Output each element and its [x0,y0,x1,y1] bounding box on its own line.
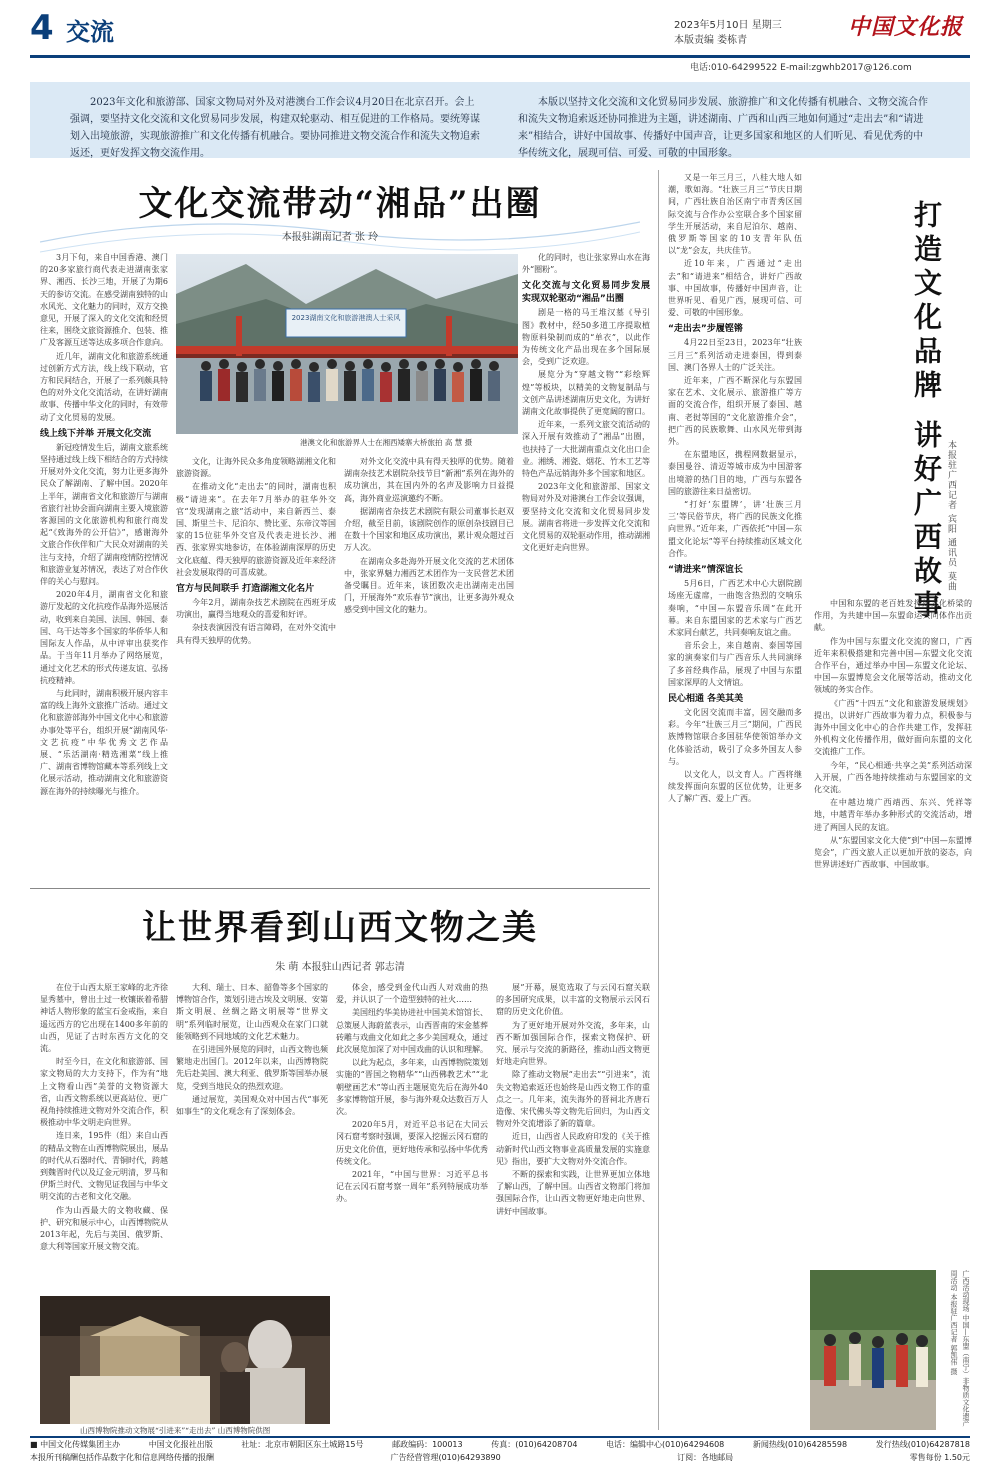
article2-col4 [496,982,650,1422]
article3-subhead3: 民心相通 各美其美 [668,693,744,704]
paragraph: 2021年，“中国与世界：习近平总书记在云冈石窟考察一周年”系列特展成功举办。 [336,1170,488,1204]
paragraph: 在东盟地区，携程网数据显示，泰国曼谷、清迈等城市成为中国游客出境游的热门目的地，广西与东盟各国的旅游往来日益密切。 [668,450,802,496]
article2-photo-caption: 山西博物院推动文物展“引进来”“走出去” 山西博物院供图 [80,1426,271,1435]
paragraph: 作为山西最大的文物收藏、保护、研究和展示中心，山西博物院从2013年起，先后与美国、俄罗斯、意大利等国家开展文物交流。 [40,1205,168,1252]
footer-org: ■ 中国文化传媒集团主办 [30,1440,121,1449]
paragraph: 作为中国与东盟文化交流的窗口，广西近年来积极搭建和完善中国—东盟文化交流合作平台，通过举办中国—东盟文化论坛、中国—东盟博览会文化展等活动，推动文化领域的务实合作。 [814,636,972,695]
date-block [674,18,844,48]
paragraph: 近日，山西省人民政府印发的《关于推动新时代山西文物事业高质量发展的实施意见》指出，要扩大文物对外交流合作。 [496,1132,650,1166]
article3-col1 [668,172,802,1262]
article3-subhead1: “走出去”步履铿锵 [668,324,743,335]
article1-col4 [522,252,650,882]
editor-line: 本版责编 娄栋青 [674,35,748,46]
article3-title: 打造文化品牌 讲好广西故事 [910,200,943,624]
paragraph: 在引进国外展览的同时，山西文物也频繁地走出国门。2012年以来，山西博物院先后赴美国、澳大利亚、俄罗斯等国举办展览，受到当地民众的热烈欢迎。 [176,1045,328,1091]
dance-photo-image [810,1270,936,1430]
paragraph: 与此同时，湖南积极开展内容丰富的线上海外文旅推广活动。通过文化和旅游部海外中国文化中心和旅游办事处等平台，组织开展“湖南风华·文艺抗疫”中华优秀文艺作品展、“乐活湖南·精选湘菜”线上推广、湖南省博物馆藏本等系列线上文化展示活动，推动湖南文化和旅游资源在海外的持续曝光与推介。 [40,688,168,796]
footer-edit-phone: 电话：编辑中心(010)64294608 [606,1440,725,1449]
article1-byline: 本报驻湖南记者 张 玲 [281,232,379,243]
article3-photo [810,1270,936,1430]
article2-col2 [176,982,328,1292]
paragraph: 以此为起点，多年来，山西博物院策划实施的“晋国之物精华”“山西佛教艺术”“北朝壁画艺术”等山西主题展览先后在海外40多家博物馆开展，参与海外观众达数百万人次。 [336,1058,488,1117]
footer-ad: 广告经营管理(010)64293890 [390,1453,501,1462]
paragraph: 5月6日，广西艺术中心大剧院剧场座无虚席，一曲饱含热烈的交响乐奏响，“中国—东盟音乐周”在此开幕。来自东盟国家的艺术家与广西艺术家同台献艺，共同奏响友谊之曲。 [668,579,802,637]
article3-col2 [814,598,972,1258]
paragraph: 《广西“十四五”文化和旅游发展规划》提出，以讲好广西故事为着力点，积极参与海外中国文化中心的合作共建工作，发挥驻外机构文化传播作用，做好面向东盟的文化交流推广工作。 [814,698,972,757]
article2-photo [40,1296,330,1424]
intro-right: 本版以坚持文化交流和文化贸易同步发展、旅游推广和文化传播有机融合、文物交流合作和流失文物追索返还协同推进为主题，讲述湖南、广西和山西三地如何通过“走出去”和“请进来”相结合，讲好中国故事、传播好中国声音，让更多国家和地区的人们听见、看见优秀的中华传统文化，展现可信、可爱、可敬的中国形象。 [518,97,928,159]
footer-row2 [30,1451,970,1463]
intro-left: 2023年文化和旅游部、国家文物局对外及对港澳台工作会议4月20日在北京召开。会上强调，要坚持文化交流和文化贸易同步发展，构建双轮驱动、相互促进的工作格局。要统筹谋划入出境旅游，实现旅游推广和文化传播有机融合。要协同推进文物交流合作和流失文物追索返还，更好发挥文物交流作用。 [70,97,480,159]
paragraph: 2020年4月，湖南省文化和旅游厅发起的文化抗疫作品海外巡展活动，收到来自美国、法国、韩国、泰国、乌干达等多个国家的华侨华人和国际友人作品，从中评审出获奖作品。于当年11月举办了网络展览，通过文化艺术的形式传递友谊、弘扬抗疫精神。 [40,590,168,685]
column-divider [658,170,659,1430]
museum-photo-image [40,1296,330,1424]
paragraph: 新冠疫情发生后，湖南文旅系统坚持通过线上线下相结合的方式持续开展对外文化交流，努力让更多海外民众了解湖南、了解中国。2020年上半年，湖南省文化和旅游厅与湖南省旅行社协会面向湖南主要入境旅游客源国的文化旅游机构和旅行商发起“《致海外的公开信》”，感谢海外文旅合作伙伴和广大民众对湖南的关注与支持，介绍了湖南疫情防控情况和旅游业复苏情况，表达了对合作伙伴的关心与慰问。 [40,442,168,587]
paragraph: 今年，“民心相通·共享之美”系列活动深入开展，广西各地持续推动与东盟国家的文化交流。 [814,760,972,795]
intro-box [30,82,970,158]
paragraph: 杂技表演因没有语言障碍，在对外交流中具有得天独厚的优势。 [176,623,336,645]
paragraph: 以文化人，以文育人。广西将继续发挥面向东盟的区位优势，让更多人了解广西、爱上广西。 [668,769,802,804]
paragraph: 展”开幕，展览选取了与云冈石窟关联的多国研究成果，以丰富的文物展示云冈石窟的历史文化价值。 [496,983,650,1017]
article3-subhead2: “请进来”情深谊长 [668,565,743,576]
page-header [0,0,1000,80]
paragraph: 不断的探索和实践，让世界更加立体地了解山西，了解中国。山西省文物部门将加强国际合作，让山西文物更好地走向世界、讲好中国故事。 [496,1170,650,1216]
article3-photo-caption: 广西活动现场 中国—东盟（南宁）非物质文化遗产周活动 本报驻广西记者 郭凯伟 摄 [950,1270,970,1427]
footer-fax: 传真：(010)64208704 [491,1440,578,1449]
article2-title: 让世界看到山西文物之美 [142,908,538,948]
paragraph: 近年来，一系列文旅交流活动的深入开展有效推动了“湘品”出圈，也扶持了一大批湖南重点文化出口企业。湘绣、湘瓷、烟花、竹木工艺等特色产品远销海外多个国家和地区。 [522,420,650,479]
paragraph: 展览分为“穿越文物”“彩绘辉煌”等板块，以精美的文物复制品与文创产品讲述湖南历史文化，为讲好湖南文化故事提供了更宽阔的窗口。 [522,370,650,417]
article1-subhead3: 文化交流与文化贸易同步发展 实现双轮驱动“湘品”出圈 [522,281,650,305]
article2-byline: 朱 萌 本报驻山西记者 郭志清 [275,962,405,973]
paragraph: 在中越边境广西靖西、东兴、凭祥等地，中越青年举办多种形式的交流活动，增进了两国人民的友谊。 [814,798,972,832]
article1-title: 文化交流带动“湘品”出圈 [138,184,542,224]
section-title: 交流 [66,17,114,46]
article3-byline: 本报驻广西记者 宾阳 通讯员 莫曲 [946,440,956,592]
paragraph: 化的同时，也让张家界山水在海外“圈粉”。 [522,253,650,275]
paragraph: “打好‘东盟牌’，讲‘壮族三月三’等民俗节庆，将广西的民族文化推向世界。”近年来，广西依托“中国—东盟文化论坛”等平台持续推动区域文化合作。 [668,500,802,558]
paragraph: 为了更好地开展对外交流，多年来，山西不断加强国际合作，探索文物保护、研究、展示与交流的新路径，推动山西文物更好地走向世界。 [496,1020,650,1067]
paragraph: 在湖南众多赴海外开展文化交流的艺术团体中，张家界魅力湘西艺术团作为一支民营艺术团备受瞩目。近年来，该团数次走出湖南走出国门，开展海外“欢乐春节”演出，让更多海外观众感受到中国文化的魅力。 [344,556,514,615]
paragraph: 近几年，湖南文化和旅游系统通过创新方式方法，线上线下联动，官方和民间结合，开展了一系列颇具特色的对外文化交流活动，在讲好湖南故事、传播中华文化的同时，有效带动了文化贸易的发展。 [40,351,168,422]
footer-news-hotline: 新闻热线(010)64285598 [752,1440,848,1449]
paragraph: 又是一年三月三，八桂大地人如潮，歌如海。“壮族三月三”节庆日期间，广西壮族自治区南宁市青秀区国际交流与合作办公室联合多个国家留学生开展活动，来自尼泊尔、越南、俄罗斯等国家的10支青年队伍以“龙”会友，共庆佳节。 [668,173,802,256]
masthead-rule [30,55,970,58]
footer-price: 零售每份 1.50元 [909,1453,970,1462]
paragraph: 美国纽约华美协进社中国美术馆馆长、总策展人海蔚蓝表示，山西晋南的宋金墓葬砖雕与戏曲文化如此之多少美国观众，通过此次展览加深了对中国戏曲的认识和理解。 [336,1008,488,1055]
paragraph: 对外文化交流中具有得天独厚的优势。随着湖南杂技艺术剧院杂技节目“新湘”系列在海外的成功演出，其在国内外的名声及影响力日益提高，海外商业巡演邀约不断。 [344,457,514,503]
paragraph: 4月22日至23日，2023年“壮族三月三”系列活动走进泰国，得到泰国、澳门各界人士的广泛关注。 [668,338,802,372]
article1-photo-caption: 港澳文化和旅游界人士在湘西矮寨大桥旅拍 高 慧 摄 [300,438,473,447]
article1-subhead2: 官方与民间联手 打造湖湘文化名片 [176,584,315,595]
paragraph: 从“东盟国家文化大使”到“中国—东盟博览会”，广西文旅人正以更加开放的姿态，向世界讲述好广西故事、中国故事。 [814,835,972,870]
paragraph: 时至今日，在文化和旅游部、国家文物局的大力支持下，作为有“地上文物看山西”美誉的文物资源大省，山西文物系统以更高站位、更广视角持续推进文物对外交流合作，积极推动中华文明走向世界。 [40,1057,168,1128]
issue-date: 2023年5月10日 星期三 [674,20,782,31]
section-rule [30,888,650,889]
paragraph: 文化，让海外民众多角度领略湖湘文化和旅游资源。 [176,457,336,479]
article1-photo [176,254,518,434]
paragraph: 3月下旬，来自中国香港、澳门的20多家旅行商代表走进湖南张家界、湘西、长沙三地，开展了为期6天的参访交流。在感受湖南独特的山水风光、文化魅力的同时，双方交换意见，开展了深入的文化交流和经贸往来，围绕文旅资源推介、包装、推广及客源互送等达成多项合作意向。 [40,253,168,348]
paragraph: 在推动文化“走出去”的同时，湖南也积极“请进来”。在去年7月举办的驻华外交官“发现湖南之旅”活动中，来自新西兰、泰国、斯里兰卡、尼泊尔、赞比亚、东帝汶等国家的15位驻华外交官及代表走进长沙、湘西、张家界实地参访，在体验湖南深厚的历史文化底蕴、得天独厚的旅游资源及近年来经济社会发展取得的可喜成就。 [176,482,336,577]
footer-subscribe: 订阅：各地邮局 [677,1453,734,1462]
article1-col1 [40,252,168,882]
paragraph: 剧是一格的马王堆汉墓《导引图》教材中，经50多道工序提取植物原料染制而成的“单衣”，以此作为传统文化产品出现在多个国际展会，受到广泛欢迎。 [522,308,650,367]
footer-dist-hotline: 发行热线(010)64287818 [875,1440,970,1449]
paragraph: 大利、瑞士、日本、韶鲁等多个国家的博物馆合作，策划引进古埃及文明展、安第斯文明展、丝绸之路文明展等“世界文明”系列临时展览，让山西观众在家门口就能领略到不同地域的文化艺术魅力。 [176,983,328,1041]
footer-publisher: 中国文化报社出版 [148,1440,213,1449]
article2-col1 [40,982,168,1292]
page-footer [30,1436,970,1462]
footer-notice: 本报所刊稿酬包括作品数字化和信息网络传播的报酬 [30,1453,214,1462]
paragraph: 近年来，广西不断深化与东盟国家在艺术、文化展示、旅游推广等方面的交流合作，组织开展了泰国、越南、老挝等国的“文化旅游推介会”，把广西的民族歌舞、山水风光带到海外。 [668,376,802,447]
paragraph: 据湖南省杂技艺术剧院有限公司董事长赵双介绍，截至目前，该剧院创作的原创杂技剧目已在数十个国家和地区成功演出，累计观众超过百万人次。 [344,506,514,553]
paragraph: 体会，感受到金代山西人对戏曲的热爱，并认识了一个造型独特的社火…… [336,983,488,1005]
paragraph: 连日来，195件（组）来自山西的精品文物在山西博物院展出，展品的时代从石器时代、青铜时代，跨越到魏晋时代以及辽金元明清，罗马和伊斯兰时代、文物见证我国与中华文明交流的古老和文化交融。 [40,1131,168,1202]
paragraph: 除了推动文物展“走出去”“引进来”，流失文物追索返还也始终是山西文物工作的重点之一。几年来，流失海外的晋祠北齐唐石造像、宋代佛头等文物先后回归，为山西文物对外交流增添了新的篇章。 [496,1070,650,1129]
photo-banner-text: 2023湖南文化和旅游港澳人士采风 [291,314,401,322]
paragraph: 今年2月，湖南杂技艺术剧院在西班牙成功演出，赢得当地观众的喜爱和好评。 [176,598,336,620]
masthead-logo: 中国文化报 [848,14,964,40]
article2-col3 [336,982,488,1422]
article1-subhead1: 线上线下并举 开展文化交流 [40,428,152,439]
paragraph: 中国和东盟的老百姓发挥好文化桥梁的作用，为共建中国—东盟命运共同体作出贡献。 [814,599,972,633]
paragraph: 近10年来，广西通过“走出去”和“请进来”相结合，讲好广西故事、中国故事，传播好中国声音，让世界听见、看见广西，展现可信、可爱、可敬的中国形象。 [668,259,802,318]
contact-line: 电话:010-64299522 E-mail:zgwhb2017@126.com [690,63,912,73]
paragraph: 音乐会上，来自越南、泰国等国家的演奏家们与广西音乐人共同演绎了多首经典作品，展现了中国与东盟国家深厚的人文情谊。 [668,641,802,687]
footer-row [30,1438,970,1451]
paragraph: 通过展览，美国观众对中国古代“事死如事生”的文化观念有了深刻体会。 [176,1094,328,1117]
footer-postcode: 邮政编码：100013 [392,1440,463,1449]
paragraph: 2020年5月，对近平总书记在大同云冈石窟考察时强调，要深入挖掘云冈石窟的历史文化价值，更好地传承和弘扬中华优秀传统文化。 [336,1120,488,1166]
article1-col3 [344,456,514,876]
article1-col2 [176,456,336,876]
paragraph: 在位于山西太原王家峰的北齐徐显秀墓中，曾出土过一枚镶嵌着希腊神话人物形象的蓝宝石金戒指，来自遥远西方的它出现在1400多年前的山西，见证了古时东西方文化的交流。 [40,983,168,1054]
footer-address: 社址：北京市朝阳区东土城路15号 [241,1440,364,1449]
paragraph: 文化因交流而丰富，因交融而多彩。今年“壮族三月三”期间，广西民族博物馆联合多国驻华使领馆举办文化体验活动，吸引了众多外国友人参与。 [668,707,802,766]
paragraph: 2023年文化和旅游部、国家文物局对外及对港澳台工作会议强调，要坚持文化交流和文化贸易同步发展。湖南省将进一步发挥文化交流和文化贸易的双轮驱动作用，推动湖湘文化更好走向世界。 [522,482,650,553]
page-number: 4 [30,8,54,48]
bridge-photo-image [176,254,518,434]
